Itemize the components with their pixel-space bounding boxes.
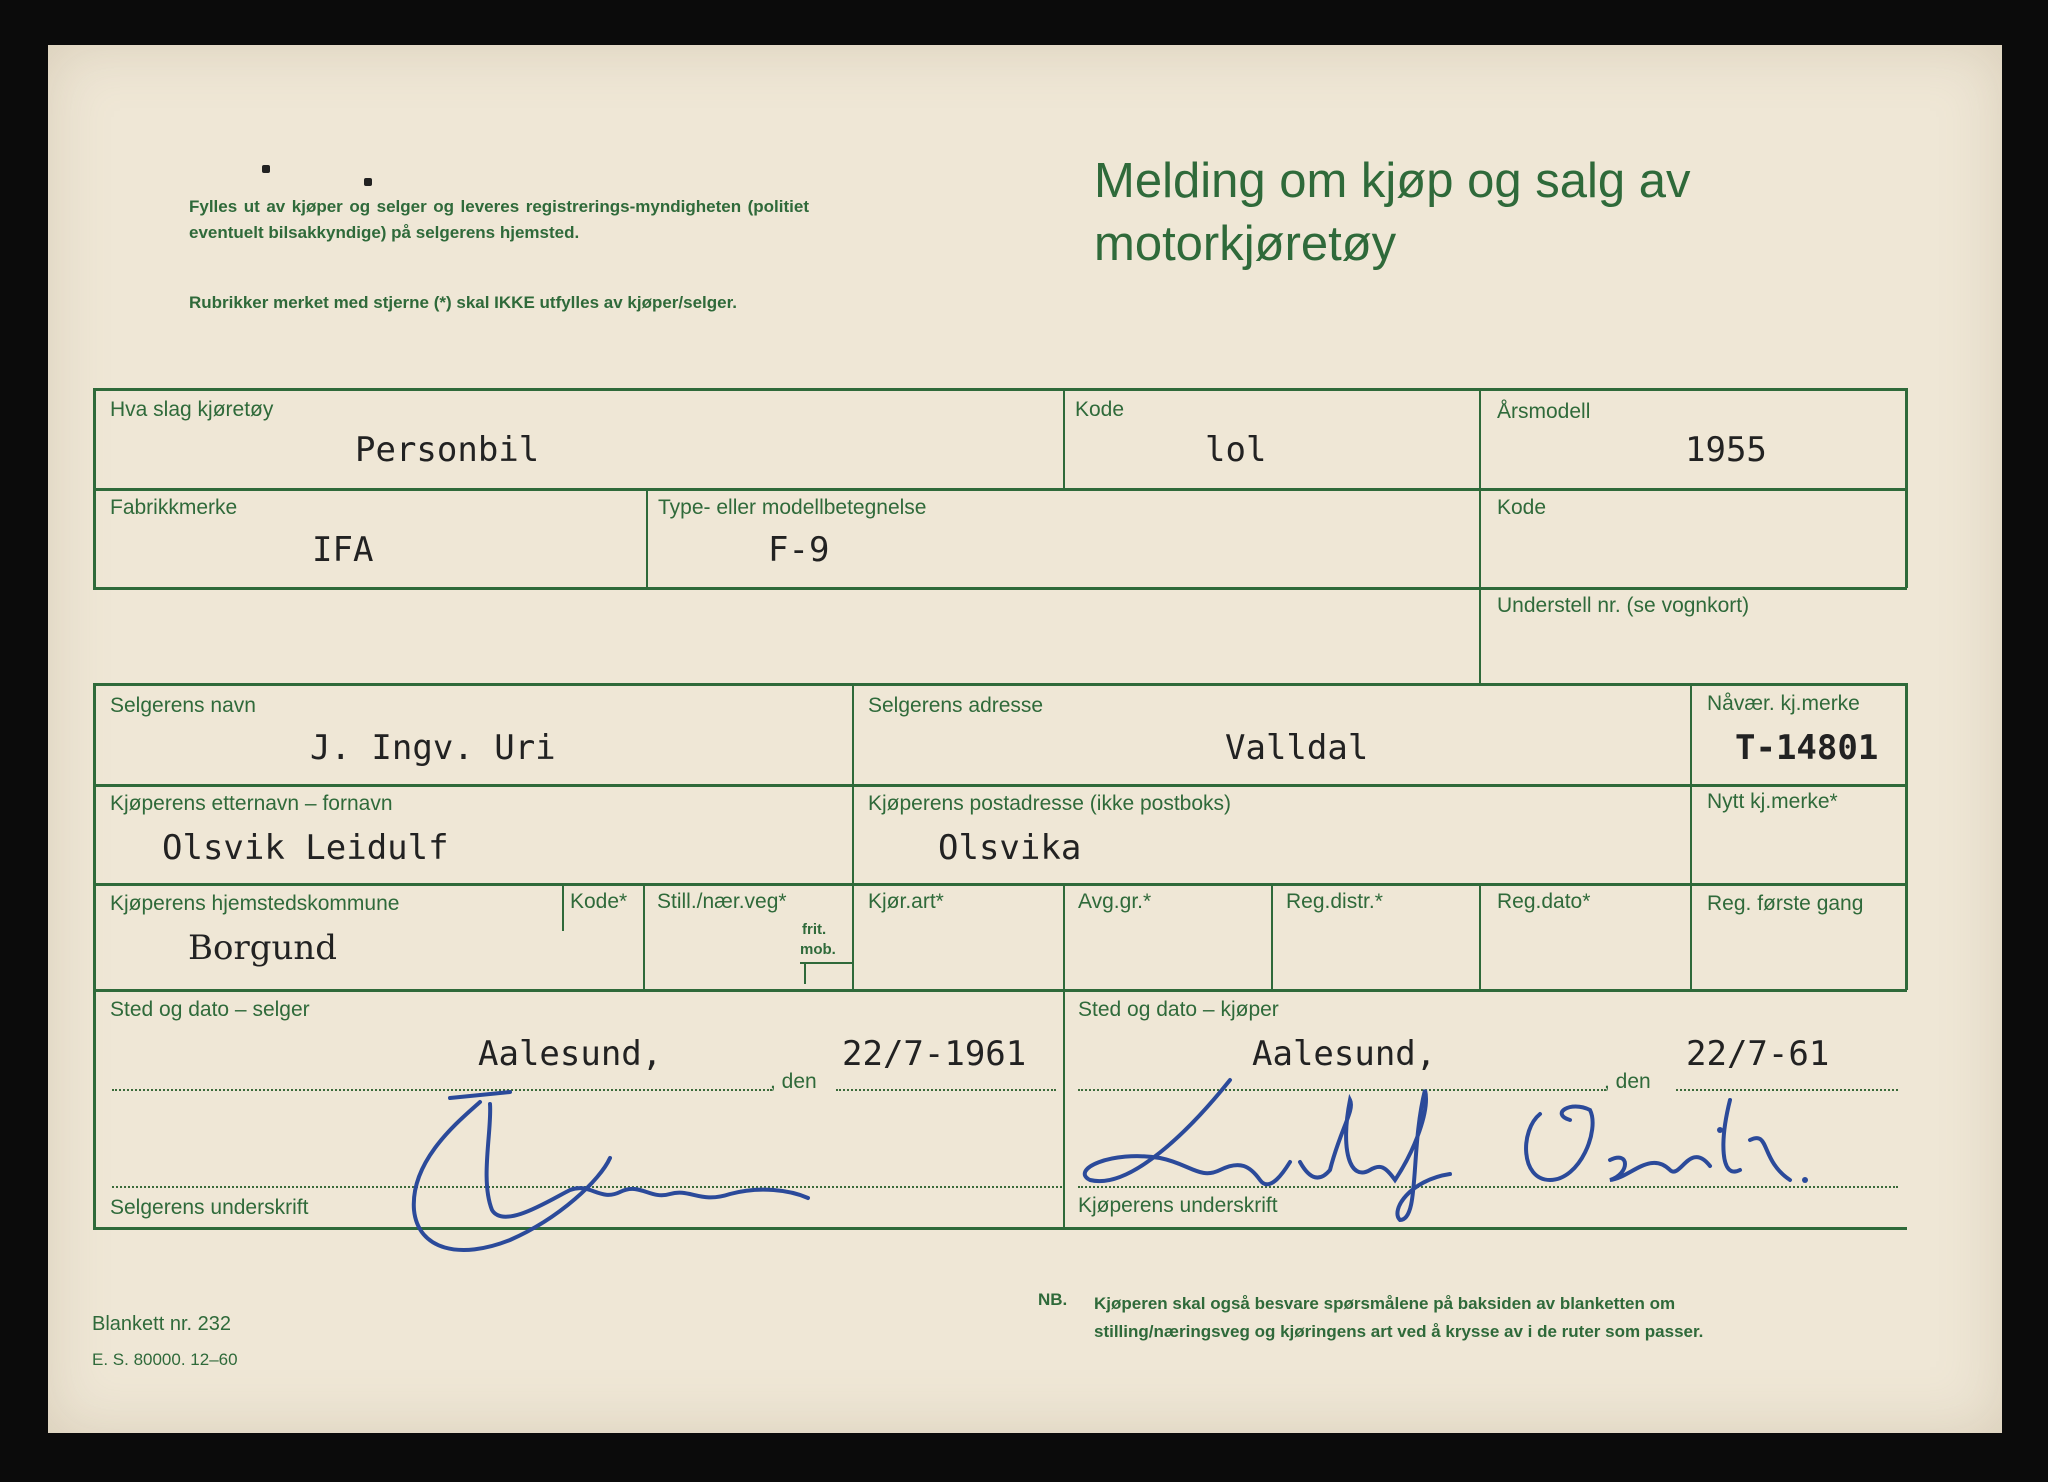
- vehicle-type-label: Hva slag kjøretøy: [110, 398, 274, 421]
- rule: [1905, 388, 1908, 588]
- year-value: 1955: [1685, 430, 1767, 470]
- make-value: IFA: [312, 530, 374, 570]
- rule: [800, 962, 852, 964]
- form-number: Blankett nr. 232: [92, 1313, 231, 1335]
- driving-type-label: Kjør.art*: [868, 890, 944, 913]
- new-plate-label: Nytt kj.merke*: [1707, 790, 1838, 813]
- rule: [93, 683, 1907, 686]
- fee-group-label: Avg.gr.*: [1078, 890, 1152, 913]
- rule: [1063, 390, 1065, 488]
- rule: [93, 388, 1907, 391]
- rule: [1063, 885, 1065, 989]
- current-plate-value: T-14801: [1735, 728, 1879, 768]
- seller-name-label: Selgerens navn: [110, 694, 256, 717]
- buyer-signature: [1070, 1070, 1890, 1230]
- buyer-municipality-label: Kjøperens hjemstedskommune: [110, 892, 400, 915]
- rule: [93, 784, 1907, 787]
- buyer-sign-label: Kjøperens underskrift: [1078, 1194, 1278, 1217]
- seller-name-value: J. Ingv. Uri: [310, 728, 556, 768]
- buyer-address-label: Kjøperens postadresse (ikke postboks): [868, 792, 1231, 815]
- buyer-name-value: Olsvik Leidulf: [162, 828, 449, 868]
- rule: [1063, 991, 1065, 1227]
- reg-district-label: Reg.distr.*: [1286, 890, 1383, 913]
- make-label: Fabrikkmerke: [110, 496, 238, 519]
- rule: [643, 885, 645, 989]
- rule: [1271, 885, 1273, 989]
- seller-sign-label: Selgerens underskrift: [110, 1196, 309, 1219]
- print-code: E. S. 80000. 12–60: [92, 1350, 238, 1369]
- model-label: Type- eller modellbetegnelse: [658, 496, 927, 519]
- nb-text: Kjøperen skal også besvare spørsmålene på baksiden av blanketten om stilling/næringsveg og kjøringens art ved å krysse av i de ruter som passer.: [1094, 1294, 1704, 1341]
- seller-date-line: [836, 1089, 1056, 1091]
- buyer-place-value: Aalesund,: [1252, 1034, 1437, 1074]
- rule: [646, 490, 648, 588]
- code2-label: Kode: [1497, 496, 1547, 519]
- vehicle-type-value: Personbil: [355, 430, 540, 470]
- rule: [1479, 587, 1907, 590]
- buyer-date-value: 22/7-61: [1686, 1034, 1830, 1074]
- rule: [852, 885, 854, 989]
- rule: [562, 885, 564, 931]
- rule: [93, 683, 96, 1230]
- rule: [804, 962, 806, 984]
- buyer-place-label: Sted og dato – kjøper: [1078, 998, 1279, 1021]
- seller-signature: [400, 1090, 820, 1270]
- instructions-stars: Rubrikker merket med stjerne (*) skal IKKE utfylles av kjøper/selger.: [189, 293, 738, 312]
- code-label: Kode: [1075, 398, 1125, 421]
- kode-star-label: Kode*: [570, 890, 628, 913]
- first-reg-label: Reg. første gang: [1707, 892, 1864, 915]
- reg-date-label: Reg.dato*: [1497, 890, 1591, 913]
- frit-label: frit.: [802, 921, 827, 938]
- star-mark: [364, 178, 372, 186]
- rule: [852, 685, 854, 883]
- mob-label: mob.: [800, 941, 836, 958]
- buyer-name-label: Kjøperens etternavn – fornavn: [110, 792, 393, 815]
- year-label: Årsmodell: [1497, 400, 1591, 423]
- form-title: Melding om kjøp og salg av motorkjøretøy: [1094, 154, 1691, 271]
- position-label: Still./nær.veg*: [657, 890, 787, 913]
- rule: [1479, 390, 1481, 684]
- current-plate-label: Nåvær. kj.merke: [1707, 692, 1860, 715]
- model-value: F-9: [768, 530, 830, 570]
- rule: [1690, 685, 1692, 989]
- rule: [93, 989, 1907, 992]
- rule: [1905, 683, 1908, 990]
- buyer-address-value: Olsvika: [938, 828, 1082, 868]
- rule: [1479, 885, 1481, 989]
- rule: [93, 488, 1907, 491]
- rule: [93, 388, 96, 590]
- seller-address-value: Valldal: [1225, 728, 1369, 768]
- chassis-label: Understell nr. (se vognkort): [1497, 594, 1750, 617]
- seller-place-value: Aalesund,: [478, 1034, 663, 1074]
- rule: [93, 883, 1907, 886]
- buyer-den: , den: [1604, 1070, 1651, 1093]
- nb-label: NB.: [1038, 1290, 1068, 1309]
- star-mark: [262, 165, 270, 173]
- seller-address-label: Selgerens adresse: [868, 694, 1044, 717]
- seller-place-label: Sted og dato – selger: [110, 998, 310, 1021]
- seller-date-value: 22/7-1961: [842, 1034, 1027, 1074]
- instructions-fill: Fylles ut av kjøper og selger og leveres registrerings-myndigheten (politiet eventuelt bilsakkyndige) på selgerens hjemsted.: [189, 197, 809, 242]
- buyer-municipality-value: Borgund: [188, 928, 338, 968]
- rule: [93, 587, 1479, 590]
- code-value: lol: [1205, 430, 1267, 470]
- seller-den: , den: [770, 1070, 817, 1093]
